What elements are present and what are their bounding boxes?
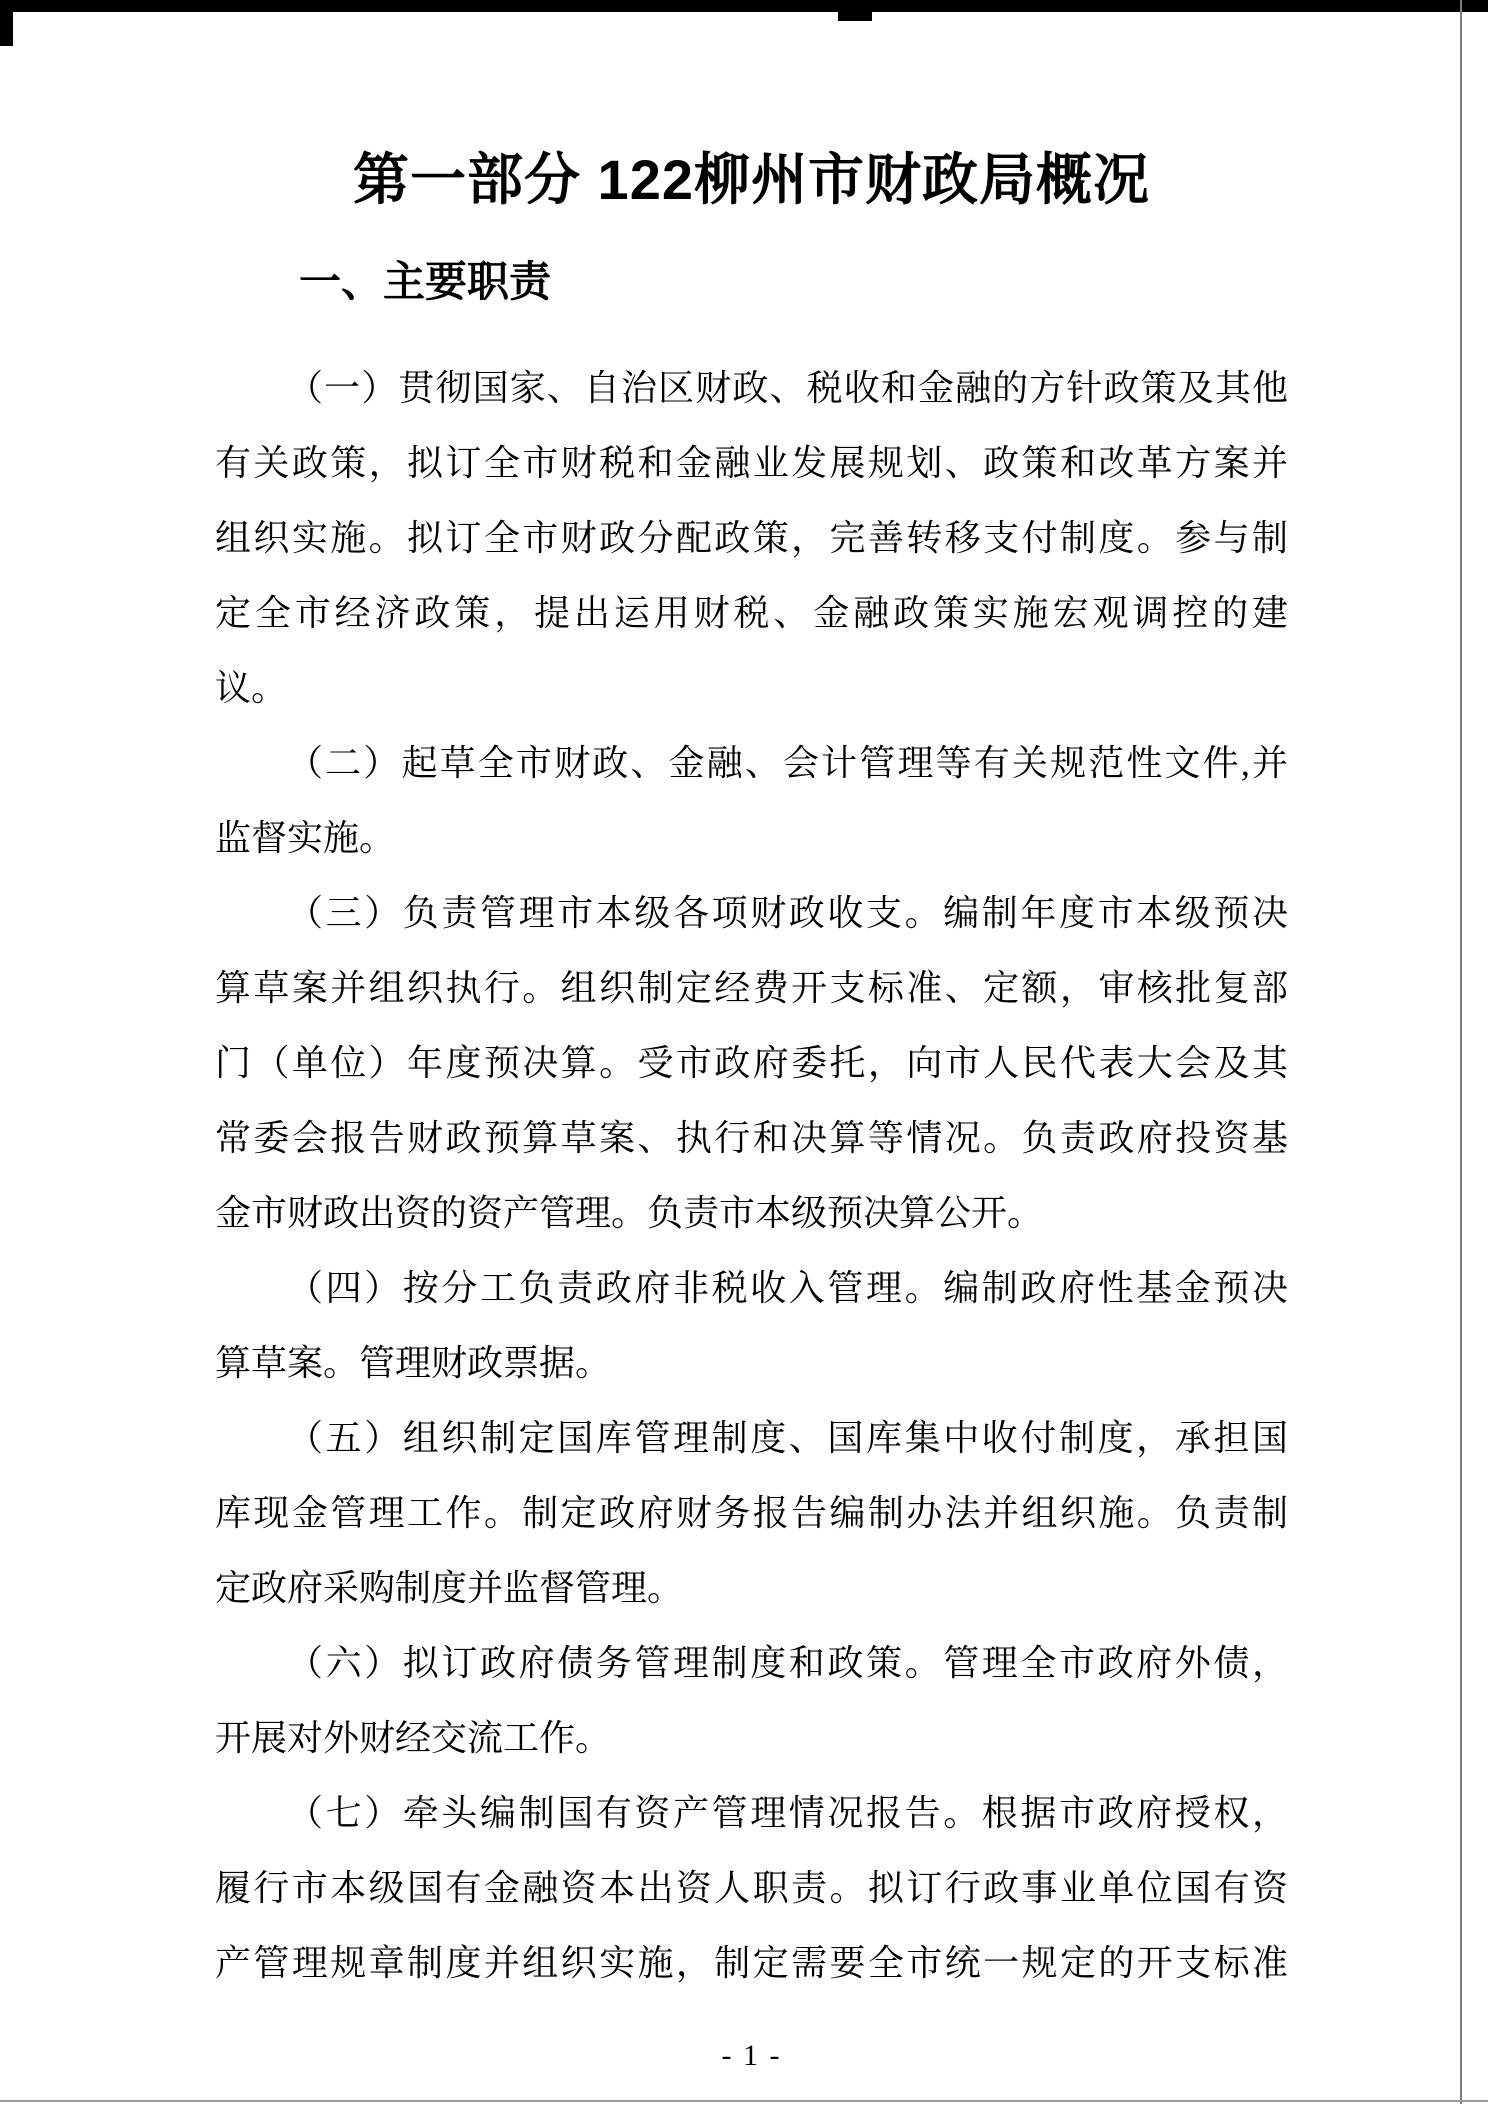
paragraph-line: （七）牵头编制国有资产管理情况报告。根据市政府授权， (287, 1793, 1288, 1833)
paragraph-line: （三）负责管理市本级各项财政收支。编制年度市本级预决 (287, 893, 1288, 933)
document-title: 第一部分 122柳州市财政局概况 (353, 148, 1150, 211)
paragraph-line: （六）拟订政府债务管理制度和政策。管理全市政府外债， (287, 1643, 1288, 1683)
document-content (0, 140, 1488, 2001)
paragraph (215, 351, 1288, 726)
paragraph-line: 产管理规章制度并组织实施，制定需要全市统一规定的开支标准 (215, 1943, 1288, 1983)
paragraph-line: 开展对外财经交流工作。 (215, 1718, 612, 1758)
scan-artifact-bottom-edge (0, 2100, 1488, 2102)
paragraph-line: 算草案。管理财政票据。 (215, 1343, 612, 1383)
scan-artifact-top-bar (0, 0, 1488, 12)
paragraph-line: 履行市本级国有金融资本出资人职责。拟订行政事业单位国有资 (215, 1868, 1288, 1908)
paragraph-line: （五）组织制定国库管理制度、国库集中收付制度，承担国 (287, 1418, 1288, 1458)
paragraph-line: （四）按分工负责政府非税收入管理。编制政府性基金预决 (287, 1268, 1288, 1308)
paragraph (215, 1251, 1288, 1401)
paragraph (215, 876, 1288, 1251)
section-heading: 一、主要职责 (299, 258, 552, 305)
document-body (215, 351, 1288, 2001)
paragraph (215, 1776, 1288, 2001)
paragraph-line: 监督实施。 (215, 818, 396, 858)
paragraph (215, 726, 1288, 876)
page-number: - 1 - (721, 2039, 782, 2072)
paragraph-line: 有关政策，拟订全市财税和金融业发展规划、政策和改革方案并 (215, 443, 1288, 483)
paragraph-line: 库现金管理工作。制定政府财务报告编制办法并组织施。负责制 (215, 1493, 1288, 1533)
scan-artifact-left-corner (0, 0, 13, 46)
paragraph-line: 门（单位）年度预决算。受市政府委托，向市人民代表大会及其 (215, 1043, 1288, 1083)
paragraph-line: 议。 (215, 668, 288, 708)
scan-artifact-notch (838, 12, 872, 21)
paragraph-line: 定全市经济政策，提出运用财税、金融政策实施宏观调控的建 (215, 593, 1288, 633)
paragraph-line: （一）贯彻国家、自治区财政、税收和金融的方针政策及其他 (287, 368, 1288, 408)
paragraph-line: 金市财政出资的资产管理。负责市本级预决算公开。 (215, 1193, 1044, 1233)
paragraph-line: 组织实施。拟订全市财政分配政策，完善转移支付制度。参与制 (215, 518, 1288, 558)
paragraph-line: 常委会报告财政预算草案、执行和决算等情况。负责政府投资基 (215, 1118, 1288, 1158)
paragraph-line: （二）起草全市财政、金融、会计管理等有关规范性文件,并 (287, 743, 1288, 783)
paragraph (215, 1401, 1288, 1626)
paragraph-line: 定政府采购制度并监督管理。 (215, 1568, 684, 1608)
paragraph (215, 1626, 1288, 1776)
paragraph-line: 算草案并组织执行。组织制定经费开支标准、定额，审核批复部 (215, 968, 1288, 1008)
